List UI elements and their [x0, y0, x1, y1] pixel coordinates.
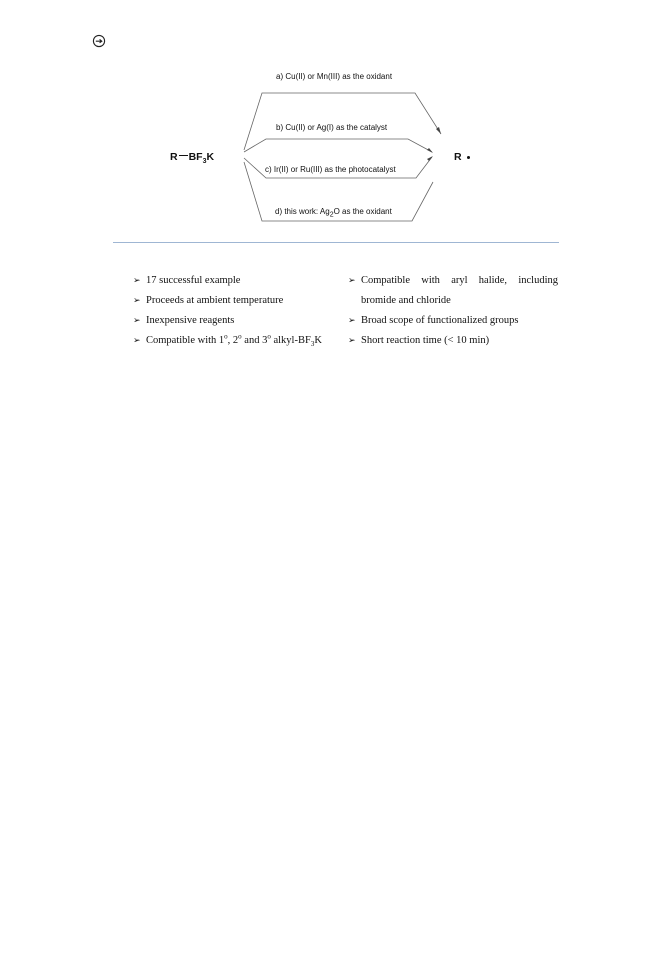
list-item: ➢ Short reaction time (< 10 min): [348, 331, 558, 351]
feature-list-left: [133, 271, 333, 351]
route-c-label: c) Ir(II) or Ru(III) as the photocatalyst: [265, 165, 396, 174]
section-divider: [113, 242, 559, 243]
list-item: ➢ Inexpensive reagents: [133, 311, 333, 331]
arrowhead-bullet-icon: ➢: [133, 336, 141, 346]
feature-list-right: [348, 271, 558, 351]
route-a-label: a) Cu(II) or Mn(III) as the oxidant: [276, 72, 393, 81]
list-item: ➢ Compatible with aryl halide, including bromide and chloride: [348, 271, 558, 311]
route-b-label: b) Cu(II) or Ag(I) as the catalyst: [276, 123, 388, 132]
reactant-formula: R $BF_3K$: [170, 151, 215, 166]
arrowhead-bullet-icon: ➢: [133, 296, 141, 306]
route-d-label: d) this work: $Ag_2O$ as the oxidant: [275, 207, 392, 219]
arrowhead-bullet-icon: ➢: [133, 316, 141, 326]
arrowhead-bullet-icon: ➢: [348, 316, 356, 326]
route-b-arrow: [244, 139, 432, 152]
scheme-arrows: [0, 0, 672, 240]
arrowhead-bullet-icon: ➢: [348, 276, 356, 286]
route-a-arrow: [244, 93, 441, 150]
product-radical: R: [454, 151, 470, 163]
arrowhead-bullet-icon: ➢: [133, 276, 141, 286]
arrowhead-bullet-icon: ➢: [348, 336, 356, 346]
route-a-arrowhead: [436, 127, 441, 134]
list-item: ➢ Compatible with 1$^o$, 2$^o$ and 3$^o$ alkyl-$BF_3K$: [133, 331, 333, 351]
list-item: ➢ 17 successful example: [133, 271, 333, 291]
route-b-arrowhead: [427, 148, 433, 153]
list-item: ➢ Broad scope of functionalized groups: [348, 311, 558, 331]
list-item: ➢ Proceeds at ambient temperature: [133, 291, 333, 311]
